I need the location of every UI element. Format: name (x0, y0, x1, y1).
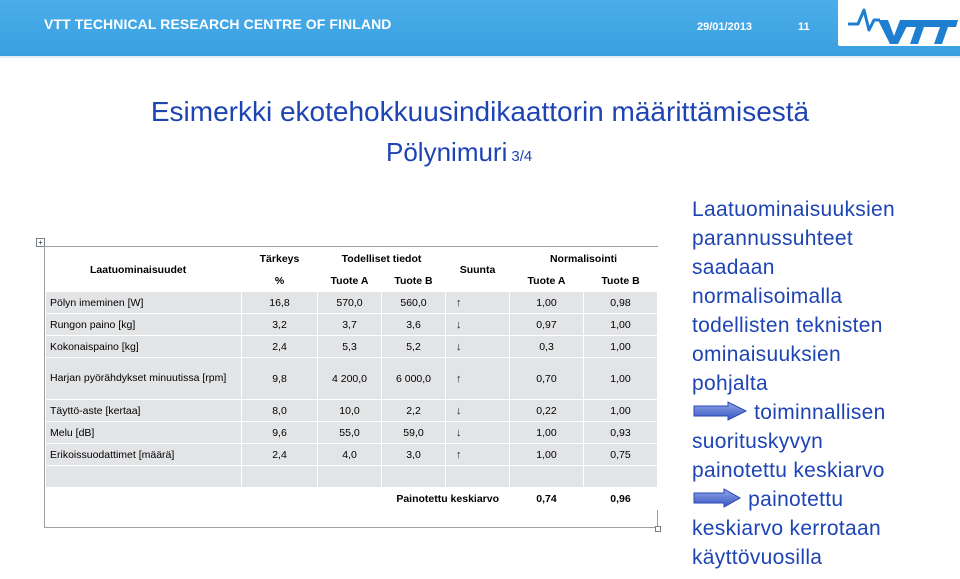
row-value-b: 2,2 (382, 400, 446, 422)
explanation-line: normalisoimalla (692, 285, 843, 308)
row-norm-a: 0,70 (510, 358, 584, 400)
table-footer-row (46, 488, 658, 510)
row-label: Kokonaispaino [kg] (46, 336, 242, 358)
table-resize-handle[interactable] (655, 526, 661, 532)
row-value-b: 3,0 (382, 444, 446, 466)
header-direction: Suunta (446, 248, 510, 292)
direction-down-icon: ↓ (446, 336, 510, 358)
slide-title: Esimerkki ekotehokkuusindikaattorin määrittämisestä (150, 96, 810, 127)
row-value-a: 55,0 (318, 422, 382, 444)
row-norm-a: 0,97 (510, 314, 584, 336)
row-label: Harjan pyörähdykset minuutissa [rpm] (46, 358, 242, 400)
table-row (46, 444, 658, 466)
row-importance: 16,8 (242, 292, 318, 314)
explanation-line: suorituskyvyn (692, 430, 824, 453)
row-norm-b: 1,00 (584, 400, 658, 422)
direction-down-icon: ↓ (446, 422, 510, 444)
row-value-a: 5,3 (318, 336, 382, 358)
row-label: Pölyn imeminen [W] (46, 292, 242, 314)
header-product-a: Tuote A (318, 270, 382, 292)
row-importance: 9,6 (242, 422, 318, 444)
row-norm-a: 0,22 (510, 400, 584, 422)
slide-date: 29/01/2013 (697, 21, 753, 33)
subtitle-fraction: 3/4 (511, 148, 533, 165)
row-value-a: 3,7 (318, 314, 382, 336)
explanation-line: parannussuhteet (692, 227, 853, 250)
weighted-average-label: Painotettu keskiarvo (318, 488, 510, 510)
row-value-b: 560,0 (382, 292, 446, 314)
table-row (46, 422, 658, 444)
right-arrow-icon (692, 488, 742, 508)
row-norm-b: 0,98 (584, 292, 658, 314)
explanation-line: ominaisuuksien (692, 343, 841, 366)
header-norm-product-a: Tuote A (510, 270, 584, 292)
row-value-b: 6 000,0 (382, 358, 446, 400)
table-row (46, 292, 658, 314)
row-norm-a: 1,00 (510, 292, 584, 314)
table-row (46, 336, 658, 358)
row-value-b: 5,2 (382, 336, 446, 358)
row-norm-b: 1,00 (584, 336, 658, 358)
row-norm-b: 1,00 (584, 314, 658, 336)
vtt-logo-icon (838, 0, 960, 46)
row-importance: 9,8 (242, 358, 318, 400)
row-importance: 2,4 (242, 444, 318, 466)
direction-up-icon: ↑ (446, 444, 510, 466)
header-quality: Laatuominaisuudet (46, 248, 242, 292)
header-product-b: Tuote B (382, 270, 446, 292)
slide-subtitle (386, 137, 532, 168)
row-norm-a: 1,00 (510, 444, 584, 466)
vtt-logo (838, 0, 960, 46)
row-norm-b: 0,93 (584, 422, 658, 444)
direction-up-icon: ↑ (446, 292, 510, 314)
row-importance: 2,4 (242, 336, 318, 358)
explanation-line: käyttövuosilla (692, 546, 823, 569)
weighted-average-b: 0,96 (584, 488, 658, 510)
explanation-line: toiminnallisen (754, 401, 886, 424)
row-norm-b: 1,00 (584, 358, 658, 400)
explanation-line: keskiarvo kerrotaan (692, 517, 881, 540)
explanation-arrow-line (692, 485, 954, 514)
header-actual-data: Todelliset tiedot (318, 248, 446, 270)
row-value-a: 570,0 (318, 292, 382, 314)
explanation-arrow-line (692, 398, 954, 427)
row-importance: 3,2 (242, 314, 318, 336)
explanation-line: painotettu (748, 488, 844, 511)
subtitle-text: Pölynimuri (386, 137, 508, 167)
explanation-line: saadaan (692, 256, 775, 279)
organization-name: VTT TECHNICAL RESEARCH CENTRE OF FINLAND (44, 16, 392, 32)
quality-table (44, 246, 658, 528)
row-norm-a: 0,3 (510, 336, 584, 358)
header-normalization: Normalisointi (510, 248, 658, 270)
right-arrow-icon (692, 401, 748, 421)
table-row (46, 358, 658, 400)
row-norm-b: 0,75 (584, 444, 658, 466)
header-norm-product-b: Tuote B (584, 270, 658, 292)
table-move-handle[interactable]: + (36, 238, 45, 247)
row-value-a: 4 200,0 (318, 358, 382, 400)
header-percent: % (242, 270, 318, 292)
row-value-a: 10,0 (318, 400, 382, 422)
explanation-text (692, 195, 954, 572)
row-value-a: 4,0 (318, 444, 382, 466)
row-value-b: 3,6 (382, 314, 446, 336)
table-row (46, 400, 658, 422)
table-empty-row (46, 466, 658, 488)
explanation-line: Laatuominaisuuksien (692, 198, 895, 221)
weighted-average-a: 0,74 (510, 488, 584, 510)
direction-down-icon: ↓ (446, 314, 510, 336)
explanation-line: todellisten teknisten (692, 314, 883, 337)
table-header-row-1 (46, 248, 658, 270)
direction-up-icon: ↑ (446, 358, 510, 400)
table-row (46, 314, 658, 336)
row-label: Rungon paino [kg] (46, 314, 242, 336)
row-importance: 8,0 (242, 400, 318, 422)
row-value-b: 59,0 (382, 422, 446, 444)
explanation-line: pohjalta (692, 372, 768, 395)
header-band (0, 0, 960, 58)
row-label: Melu [dB] (46, 422, 242, 444)
direction-down-icon: ↓ (446, 400, 510, 422)
explanation-line: painotettu keskiarvo (692, 459, 885, 482)
row-norm-a: 1,00 (510, 422, 584, 444)
slide-number: 11 (798, 21, 810, 33)
header-importance: Tärkeys (242, 248, 318, 270)
row-label: Erikoissuodattimet [määrä] (46, 444, 242, 466)
row-label: Täyttö-aste [kertaa] (46, 400, 242, 422)
